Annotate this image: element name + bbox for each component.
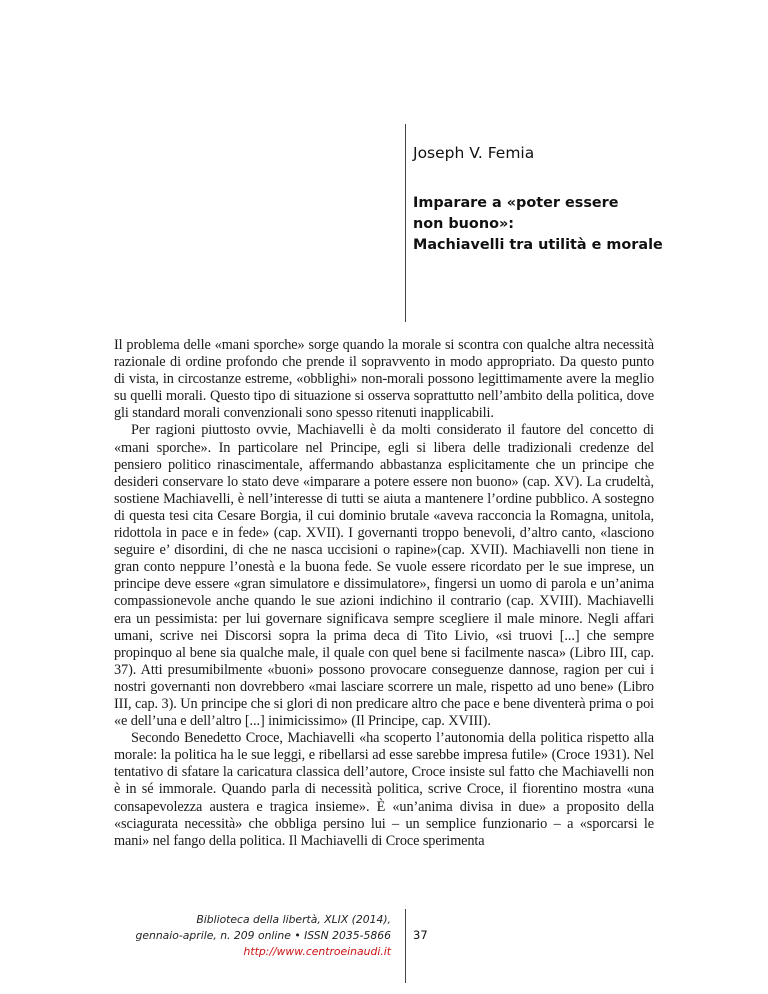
author-name: Joseph V. Femia [413, 144, 535, 162]
article-title-line: Machiavelli tra utilità e morale [413, 237, 663, 253]
article-body [114, 337, 654, 850]
article-title [413, 193, 743, 256]
body-paragraph: Per ragioni piuttosto ovvie, Machiavelli è da molti considerato il fautore del concetto di «mani sporche». In particolare nel Principe, egli si libera delle tradizionali credenze del pensiero politico rinascimentale, affermando abbastanza esplicitamente che un principe che desideri conservare lo stato deve «imparare a potere essere non buono» (cap. XV). La crudeltà, sostiene Machiavelli, è nell’interesse di tutti se aiuta a mantenere l’ordine pubblico. A sostegno di questa tesi cita Cesare Borgia, il cui dominio brutale «aveva racconcia la Romagna, unitola, ridottola in pace e in fede» (cap. XVII). I governanti troppo benevoli, d’altro canto, «lasciono seguire e’ disordini, di che ne nasca uccisioni o rapine»(cap. XVII). Machiavelli non tiene in gran conto neppure l’onestà e la buona fede. Se vuole essere ricordato per le sue imprese, un principe deve essere «gran simulatore e dissimulatore», fingersi un uomo di parola e un’anima compassionevole anche quando le sue azioni indichino il contrario (cap. XVIII). Machiavelli era un pessimista: per lui governare significava sempre scegliere il male minore. Negli affari umani, scrive nei Discorsi sopra la prima deca di Tito Livio, «si truovi [...] che sempre propinquo al bene sia qualche male, il quale con quel bene si facilmente nasca» (Libro III, cap. 37). Atti presumibilmente «buoni» possono provocare conseguenze dannose, ragion per cui i nostri governanti non dovrebbero «mai lasciare scorrere un male, rispetto ad uno bene» (Libro III, cap. 3). Un principe che si glori di non predicare altro che pace e bene diventerà prima o poi «e dell’una e dell’altro [...] inimicissimo» (Il Principe, cap. XVIII). [114, 422, 654, 730]
body-paragraph: Il problema delle «mani sporche» sorge quando la morale si scontra con qualche altra necessità razionale di ordine profondo che prende il sopravvento in modo appropriato. Da questo punto di vista, in circostanze estreme, «obblighi» non-morali possono legittimamente avere la meglio su quelli morali. Questo tipo di situazione si osserva soprattutto nell’ambito della politica, dove gli standard morali convenzionali sono spesso ritenuti inapplicabili. [114, 337, 654, 422]
page-number: 37 [413, 928, 428, 942]
body-paragraph: Secondo Benedetto Croce, Machiavelli «ha scoperto l’autonomia della politica rispetto alla morale: la politica ha le sue leggi, e ribellarsi ad esse sarebbe impresa futile» (Croce 1931). Nel tentativo di sfatare la caricatura classica dell’autore, Croce insiste sul fatto che Machiavelli non è in sé immorale. Quando parla di necessità politica, scrive Croce, il fiorentino mostra «una consapevolezza austera e tragica insieme». È «un’anima divisa in due» a proposito della «sciagurata necessità» che obbliga persino lui – un semplice funzionario – a «sporcarsi le mani» nel fango della politica. Il Machiavelli di Croce sperimenta [114, 730, 654, 849]
article-title-line: Imparare a «poter essere [413, 195, 619, 211]
journal-citation: Biblioteca della libertà, XLIX (2014), [196, 913, 391, 926]
article-title-line: non buono»: [413, 216, 515, 232]
journal-info [136, 912, 392, 960]
footer-rule [405, 909, 406, 983]
journal-url-link[interactable]: http://www.centroeinaudi.it [243, 945, 391, 958]
title-block-rule [405, 124, 406, 322]
journal-issue: gennaio-aprile, n. 209 online • ISSN 2035-5866 [135, 929, 391, 942]
